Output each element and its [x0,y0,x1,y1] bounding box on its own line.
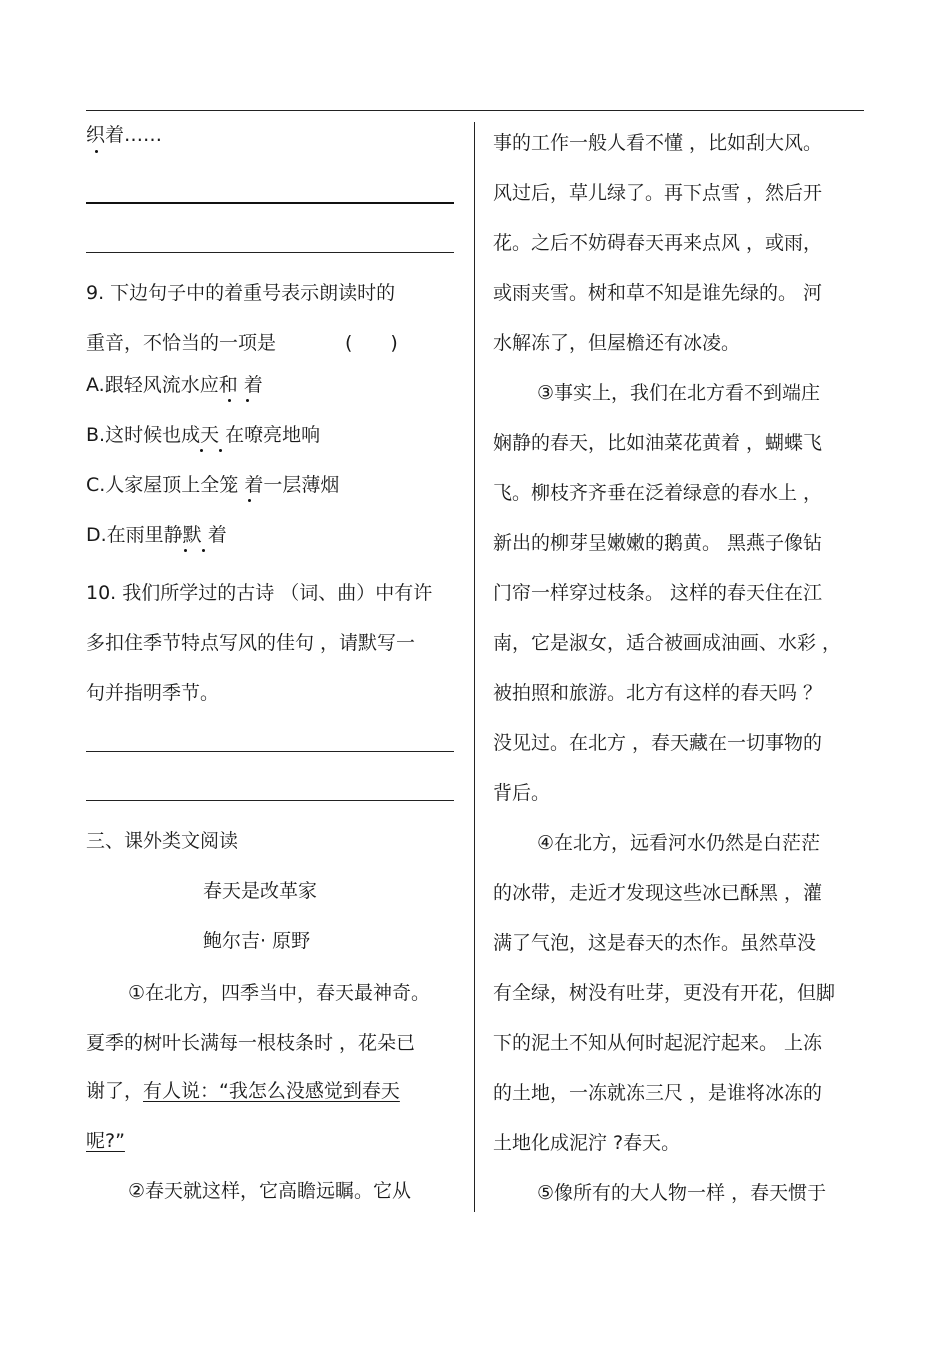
p2-line-1: ②春天就这样，它高瞻远瞩。它从 [128,1180,412,1202]
q10-line-1: 10. 我们所学过的古诗 （词、曲）中有许 [86,582,433,604]
p4-line: ④在北方，远看河水仍然是白茫茫 [537,832,821,854]
section-heading: 三、课外类文阅读 [86,830,239,852]
emphasis-dot [95,150,98,153]
r-line: 风过后，草儿绿了。再下点雪 ，然后开 [493,182,823,204]
answer-blank-1 [86,202,454,204]
q9-line-1: 9. 下边句子中的着重号表示朗读时的 [86,282,396,304]
r-line: 或雨夹雪。树和草不知是谁先绿的。 河 [493,282,823,304]
p3-line: 新出的柳芽呈嫩嫩的鹅黄。 黑燕子像钻 [493,532,823,554]
p3-line: 南，它是淑女，适合被画成油画、水彩 ， [493,632,842,654]
p4-line: 满了气泡，这是春天的杰作。虽然草没 [493,932,817,954]
p3-line: ③事实上，我们在北方看不到端庄 [537,382,821,404]
p3-line: 门帘一样穿过枝条。 这样的春天住在江 [493,582,823,604]
q9-option-c: C.人家屋顶上全笼 着一层薄烟 [86,474,340,496]
emphasis-dot [219,449,222,452]
continued-line: 织着…… [86,124,163,146]
emphasis-dot [248,499,251,502]
q9-line-2: 重音，不恰当的一项是 [86,332,277,354]
article-title: 春天是改革家 [203,880,318,902]
p3-line: 没见过。在北方 ，春天藏在一切事物的 [493,732,823,754]
p3-line: 被拍照和旅游。北方有这样的春天吗 ？ [493,682,823,704]
top-rule [86,110,864,111]
q10-line-2: 多扣住季节特点写风的佳句 ，请默写一 [86,632,416,654]
p3-line: 娴静的春天，比如油菜花黄着 ，蝴蝶飞 [493,432,823,454]
emphasis-dot [246,399,249,402]
r-line: 花。之后不妨碍春天再来点风 ，或雨， [493,232,823,254]
underlined-quote: 有人说：“我怎么没感觉到春天 [143,1080,400,1102]
article-author: 鲍尔吉· 原野 [203,930,311,952]
q9-option-d: D.在雨里静默 着 [86,524,227,546]
p3-line: 飞。柳枝齐齐垂在泛着绿意的春水上 ， [493,482,823,504]
p4-line: 土地化成泥泞 ?春天。 [493,1132,681,1154]
answer-blank-3 [86,751,454,752]
p4-line: 的冰带，走近才发现这些冰已酥黑 ，灌 [493,882,823,904]
p1-line-3 [86,1078,400,1104]
answer-blank-2 [86,252,454,253]
emphasis-dot [200,449,203,452]
answer-blank-4 [86,800,454,801]
q9-option-a: A.跟轻风流水应和 着 [86,374,263,396]
p1-line-1: ①在北方，四季当中，春天最神奇。 [128,982,431,1004]
p1-line-2: 夏季的树叶长满每一根枝条时 ，花朵已 [86,1032,416,1054]
p4-line: 有全绿，树没有吐芽，更没有开花，但脚 [493,982,836,1004]
emphasis-dot [184,549,187,552]
p3-line: 背后。 [493,782,551,804]
r-line: 水解冻了，但屋檐还有冰凌。 [493,332,741,354]
underlined-quote-end: 呢?” [86,1130,125,1152]
p1-line-4 [86,1128,125,1154]
p1-line-3-text: 谢了， [86,1080,144,1102]
p4-line: 下的泥土不知从何时起泥泞起来。 上冻 [493,1032,823,1054]
p4-line: 的土地，一冻就冻三尺 ，是谁将冰冻的 [493,1082,823,1104]
column-divider [474,122,475,1212]
r-line: 事的工作一般人看不懂 ，比如刮大风。 [493,132,823,154]
q9-answer-paren: ( ) [345,332,398,354]
q10-line-3: 句并指明季节。 [86,682,220,704]
q9-option-b: B.这时候也成天 在嘹亮地响 [86,424,321,446]
p5-line-1: ⑤像所有的大人物一样 ，春天惯于 [537,1182,827,1204]
emphasis-dot [202,549,205,552]
emphasis-dot [228,399,231,402]
